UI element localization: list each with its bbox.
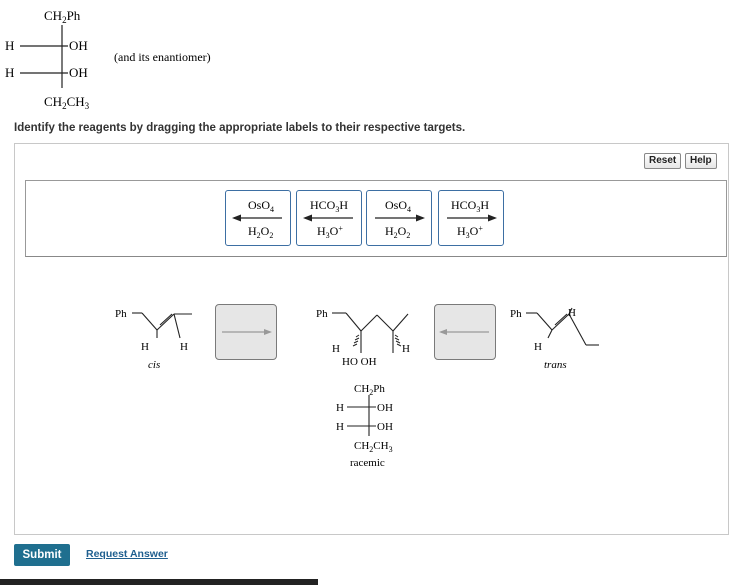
submit-button[interactable]: Submit <box>14 544 70 566</box>
svg-text:HCO3H: $HCO_3H$ <box>310 198 349 214</box>
svg-text:OH: OH <box>377 402 393 414</box>
fischer-h2: H <box>5 65 15 80</box>
instruction-text: Identify the reagents by dragging the appropriate labels to their respective targets. <box>14 122 466 134</box>
label-oso4-right[interactable] <box>366 190 432 246</box>
svg-text:Ph: Ph <box>115 308 127 320</box>
svg-text:H: H <box>402 343 410 355</box>
svg-text:H: H <box>141 341 149 353</box>
svg-text:Ph: Ph <box>510 308 522 320</box>
enantiomer-note: (and its enantiomer) <box>114 50 211 64</box>
svg-text:H: H <box>336 402 344 414</box>
label-oso4-left[interactable] <box>225 190 291 246</box>
svg-text:trans: trans <box>544 359 567 371</box>
diol-structure <box>316 308 410 469</box>
svg-text:H2O2: $H_2O_2$ <box>248 224 274 240</box>
reaction-scheme <box>14 258 729 478</box>
svg-text:H2O2: $H_2O_2$ <box>385 224 411 240</box>
svg-text:CH2Ph: $CH_2Ph$ <box>44 8 81 25</box>
svg-text:OH: OH <box>377 421 393 433</box>
fischer-oh1: OH <box>69 38 88 53</box>
svg-text:H3O+: $H_3O^+$ <box>317 224 343 240</box>
fischer-h1: H <box>5 38 15 53</box>
svg-text:OsO4: OsO$_4$ <box>248 198 275 214</box>
label-hco3h-right[interactable] <box>438 190 504 246</box>
svg-text:HCO3H: $HCO_3H$ <box>451 198 490 214</box>
trans-alkene-structure <box>510 307 599 371</box>
fischer-oh2: OH <box>69 65 88 80</box>
help-button[interactable]: Help <box>685 153 717 169</box>
svg-text:HO OH: HO OH <box>342 356 377 368</box>
svg-text:H: H <box>336 421 344 433</box>
reset-button[interactable]: Reset <box>644 153 681 169</box>
svg-text:Ph: Ph <box>316 308 328 320</box>
question-fischer-projection <box>0 0 300 115</box>
bottom-scrollbar <box>0 579 318 585</box>
label-hco3h-left[interactable] <box>296 190 362 246</box>
svg-text:H3O+: $H_3O^+$ <box>457 224 483 240</box>
drop-target-left[interactable] <box>215 304 277 360</box>
svg-text:CH2CH3: $CH_2CH_3$ <box>354 440 393 454</box>
svg-text:CH2CH3: $CH_2CH_3$ <box>44 94 90 111</box>
svg-text:CH2Ph: $CH_2Ph$ <box>354 383 385 397</box>
cis-alkene-structure <box>115 308 192 371</box>
svg-text:OsO4: OsO$_4$ <box>385 198 412 214</box>
drop-target-right[interactable] <box>434 304 496 360</box>
request-answer-link[interactable]: Request Answer <box>86 548 168 560</box>
svg-text:H: H <box>534 341 542 353</box>
svg-text:H: H <box>568 307 576 319</box>
svg-text:H: H <box>180 341 188 353</box>
svg-text:H: H <box>332 343 340 355</box>
svg-text:cis: cis <box>148 359 161 371</box>
svg-text:racemic: racemic <box>350 457 385 469</box>
